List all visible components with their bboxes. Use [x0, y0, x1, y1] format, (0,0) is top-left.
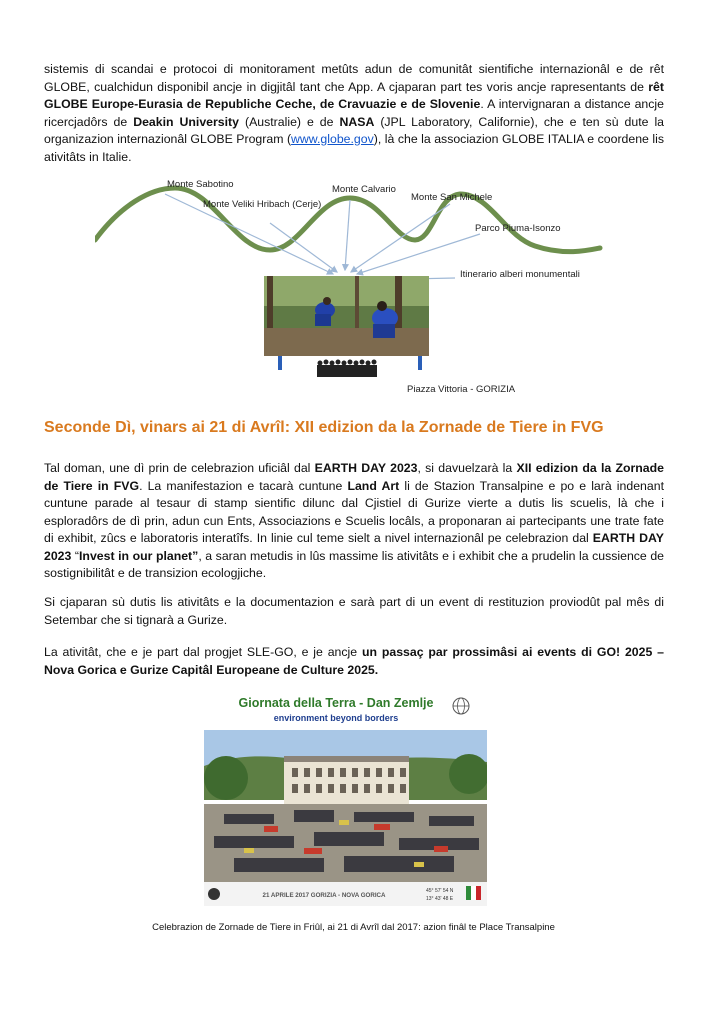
- bold-xii-edizion: XII edizion da la Zornade de Tiere in FVG: [44, 461, 664, 493]
- poster-coord-2: 13° 43' 48 E: [426, 896, 454, 902]
- bold-earth-day-1: EARTH DAY 2023: [314, 461, 418, 475]
- globe-link[interactable]: www.globe.gov: [291, 132, 374, 146]
- earth-day-poster: [204, 686, 487, 906]
- footer-logo-icon: [208, 888, 220, 900]
- poster-caption: Celebrazion de Zornade de Tiere in Friûl, ai 21 di Avrîl dal 2017: azion finâl te Place Transalpine: [152, 922, 555, 933]
- intro-paragraph: sistemis di scandai e protocoi di monitorament metûts adun de comunitât sientifiche internazionâl e de rêt GLOBE, cualchidun disponibil ancje in digjitâl tant che App. A cjaparan part tes voris ancje rapresentants de rêt GLOBE Europe-Eurasia de Republiche Ceche, de Cravuazie e de Slovenie. A intervignaran a distance ancje ricercjadôrs de Deakin University (Australie) e de NASA (JPL Laboratory, Californie), che e ten sù dute la organizazion internazionâl GLOBE Program (www.globe.gov), là che la associazion GLOBE ITALIA e coordene lis ativitâts in Italie.: [44, 62, 665, 164]
- label-monte-san-michele: Monte San Michele: [411, 192, 493, 203]
- bold-nasa: NASA: [339, 114, 375, 129]
- bold-invest-planet: Invest in our planet”: [79, 548, 199, 563]
- poster-coord-1: 45° 57' 54 N: [426, 888, 454, 894]
- restitution-paragraph: Si cjaparan sù dutis lis ativitâts e la documentazion e sarà part di un event di restituzion proviodût pal mês di Setembar che si tignarà a Gurize.: [44, 595, 664, 627]
- earth-day-paragraph: Tal doman, une dì prin de celebrazion uficiâl dal EARTH DAY 2023, si davuelzarà la XII edizion da la Zornade de Tiere in FVG. La manifestazion e tacarà cuntune Land Art li de Stazion Transalpine e po e larà indenant cuntune parade al tesaur di stamp sientific dilunc dal Cjistiel di Gurize vierte a dutis lis scuelis, là che i esploradôrs de dì prin, adun cun Ents, Associazions e Scuelis locâls, a proponaran ai partecipants une trate fate di exhibit, zûcs e laboratoris interatîfs. In linie cul teme sielt a nivel internazionâl pe celebrazion dal EARTH DAY 2023 “Invest in our planet”, a saran metudis in lûs massime lis ativitâts e i exhibit che a prudelin la cussience de sostignibilitât e de transizion ecologjiche.: [44, 461, 665, 580]
- poster-title: Giornata della Terra - Dan Zemlje: [238, 696, 434, 710]
- poster-svg: [204, 686, 487, 906]
- forest-photo: [264, 276, 429, 370]
- bold-globe-network: rêt GLOBE Europe-Eurasia de Republiche Ceche, de Cravuazie e de Slovenie: [44, 79, 664, 111]
- sle-go-paragraph: La ativitât, che e je part dal progjet SLE-GO, e je ancje un passaç par prossimâsi ai events di GO! 2025 – Nova Gorica e Gurize Capitâl Europeane de Culture 2025.: [44, 645, 665, 677]
- label-parco-piuma: Parco Piuma-Isonzo: [475, 223, 561, 234]
- bold-go-2025: un passaç par prossimâsi ai events di GO! 2025 – Nova Gorica e Gurize Capitâl Europeane de Culture 2025.: [44, 645, 665, 677]
- bold-earth-day-2: EARTH DAY 2023: [44, 531, 664, 563]
- poster-date-place: 21 APRILE 2017 GORIZIA - NOVA GORICA: [262, 892, 386, 899]
- section-heading: Seconde Dì, vinars ai 21 di Avrîl: XII edizion da la Zornade de Tiere in FVG: [44, 419, 604, 436]
- diagram-svg: [95, 168, 615, 400]
- label-monte-veliki: Monte Veliki Hribach (Cerje): [203, 199, 322, 210]
- label-monte-sabotino: Monte Sabotino: [167, 179, 234, 190]
- mountain-diagram: [95, 168, 615, 400]
- label-piazza-vittoria: Piazza Vittoria - GORIZIA: [407, 384, 516, 395]
- crowd-silhouettes: [317, 360, 377, 378]
- label-itinerario: Itinerario alberi monumentali: [460, 269, 580, 280]
- label-monte-calvario: Monte Calvario: [332, 184, 396, 195]
- flag-icon: [466, 886, 481, 900]
- bold-deakin: Deakin University: [133, 114, 239, 129]
- poster-subtitle: environment beyond borders: [273, 713, 399, 723]
- bold-land-art: Land Art: [347, 478, 400, 493]
